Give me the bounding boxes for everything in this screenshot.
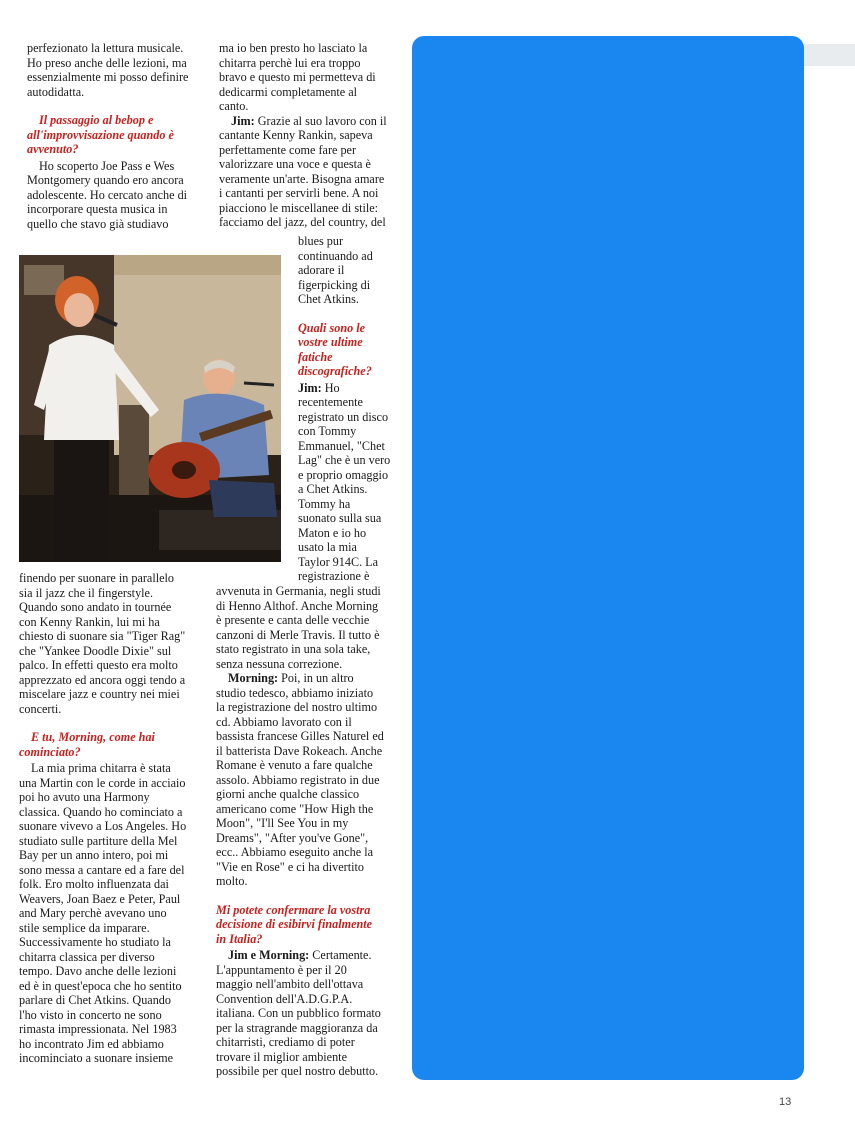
text-line: Mi potete confermare la vostra: [216, 902, 371, 917]
question-heading: [216, 903, 408, 947]
text-line: veramente un'arte. Bisogna amare: [219, 171, 385, 186]
text-line: palco. In effetti questo era molto: [19, 658, 178, 672]
text-line: Poi, in un altro: [278, 671, 354, 685]
text-line: Certamente.: [309, 948, 372, 962]
text-line: bravo e questo mi permetteva di: [219, 70, 376, 84]
column-2-narrow: [298, 234, 408, 584]
text-line: perfezionato la lettura musicale.: [27, 41, 184, 55]
text-line: usato la mia: [298, 540, 357, 554]
text-lines: [216, 963, 408, 1079]
text-lines: [216, 686, 408, 889]
speaker-label: Morning:: [228, 671, 279, 685]
text-line: con Kenny Rankin, lui mi ha: [19, 614, 160, 629]
text-line: rimasta impressionata. Nel 1983: [19, 1022, 177, 1036]
text-line: Tommy ha: [298, 496, 351, 511]
column-2-bottom: [216, 584, 408, 1079]
text-line: Romane è venuto a fare qualche: [216, 758, 373, 772]
text-line: discografiche?: [298, 364, 372, 378]
question-heading: [298, 321, 408, 379]
text-line: giorni anche qualche classico: [216, 787, 360, 801]
text-line: studio tedesco, abbiamo iniziato: [216, 685, 374, 700]
text-line: americano come "How High the: [216, 801, 374, 816]
text-line: Moon", "I'll See You in my: [216, 816, 349, 830]
text-line: Il passaggio al bebop e: [39, 113, 154, 127]
text-line: stile semplice da imparare.: [19, 920, 150, 935]
text-line: Convention dell'A.D.G.P.A.: [216, 991, 353, 1006]
text-line: suonare vivevo a Los Angeles. Ho: [19, 819, 187, 833]
text-line: perfettamente come fare per: [219, 142, 357, 157]
text-line: "Vie en Rose" e ci ha divertito: [216, 859, 364, 874]
text-line: ho incontrato Jim ed abbiamo: [19, 1036, 164, 1051]
text-line: adorare il: [298, 263, 345, 277]
text-line: facciamo del jazz, del country, del: [219, 215, 386, 229]
text-line: di Henno Althof. Anche Morning: [216, 598, 379, 613]
text-line: recentemente: [298, 395, 363, 409]
text-line: tempo. Davo anche delle lezioni: [19, 964, 177, 978]
text-line: La mia prima chitarra è stata: [31, 761, 171, 775]
text-line: Ho preso anche delle lezioni, ma: [27, 55, 187, 70]
text-line: Grazie al suo lavoro con il: [254, 113, 387, 128]
column-1-top: [27, 41, 207, 231]
page-number: 13: [779, 1096, 792, 1108]
text-lines: [298, 395, 408, 584]
text-line: chitarra perchè lui era troppo: [219, 55, 361, 70]
text-line: figerpicking di: [298, 277, 371, 292]
paragraph: [27, 159, 207, 232]
text-line: trovare il miglior ambiente: [216, 1049, 347, 1064]
text-line: Bay per un anno intero, poi mi: [19, 848, 169, 862]
text-line: decisione di esibirvi finalmente: [216, 917, 373, 931]
text-line: ecc.. Abbiamo eseguito anche la: [216, 845, 374, 859]
text-line: sono messa a cantare ed a fare del: [19, 862, 185, 877]
text-line: bassista francese Gilles Naturel ed: [216, 729, 384, 743]
text-line: suonato sulla sua: [298, 511, 382, 525]
text-line: valorizzare una voce e questa è: [219, 157, 371, 171]
text-line: autodidatta.: [27, 84, 85, 99]
text-line: apprezzato ed ancora oggi tendo a: [19, 672, 186, 687]
text-line: essenzialmente mi posso definire: [27, 70, 189, 84]
concert-photo: [19, 255, 281, 562]
text-line: registrato un disco: [298, 409, 389, 424]
text-line: incorporare questa musica in: [27, 202, 168, 216]
text-line: che "Yankee Doodle Dixie" sul: [19, 643, 172, 658]
text-line: studiato sulle partiture della Mel: [19, 833, 178, 848]
text-line: parlare di Chet Atkins. Quando: [19, 993, 171, 1007]
text-line: Successivamente ho studiato la: [19, 935, 171, 949]
text-line: Montgomery quando ero ancora: [27, 173, 184, 187]
text-line: fatiche: [298, 349, 333, 364]
text-line: Quali sono le: [298, 320, 366, 335]
speaker-label: Jim:: [231, 113, 255, 128]
speaker-label: Jim e Morning:: [228, 948, 310, 962]
paragraph: [19, 571, 207, 716]
text-line: possibile per quel nostro debutto.: [216, 1064, 379, 1078]
text-line: Maton e io ho: [298, 525, 367, 540]
paragraph: [216, 948, 408, 1079]
text-line: sia il jazz che il fingerstyle.: [19, 585, 154, 600]
text-line: Dreams", "After you've Gone",: [216, 830, 369, 845]
text-line: con Tommy: [298, 424, 357, 438]
paragraph: [216, 584, 408, 671]
text-line: concerti.: [19, 701, 62, 716]
question-heading: [27, 113, 207, 157]
text-line: quello che stavo già studiavo: [27, 216, 169, 231]
paragraph: [298, 234, 408, 307]
text-line: a Chet Atkins.: [298, 482, 368, 496]
text-line: adolescente. Ho cercato anche di: [27, 187, 188, 202]
text-line: per la stragrande maggioranza da: [216, 1020, 378, 1035]
text-lines: [219, 128, 404, 230]
text-line: Weavers, Joan Baez e Peter, Paul: [19, 891, 181, 906]
text-line: registrazione è: [298, 569, 370, 583]
text-line: la registrazione del nostro ultimo: [216, 700, 378, 714]
text-line: Ho scoperto Joe Pass e Wes: [39, 158, 175, 173]
text-line: L'appuntamento è per il 20: [216, 962, 347, 977]
text-line: Quando sono andato in tournée: [19, 600, 172, 614]
text-line: cantante Kenny Rankin, sapeva: [219, 128, 373, 142]
text-line: E tu, Morning, come hai: [31, 730, 155, 744]
text-line: cominciato?: [19, 744, 81, 759]
question-heading: [19, 730, 207, 759]
text-line: chitarristi, crediamo di poter: [216, 1035, 355, 1049]
paragraph: [298, 381, 408, 584]
text-line: Taylor 914C. La: [298, 554, 379, 569]
blue-panel: [412, 36, 804, 1080]
text-line: poi ho avuto una Harmony: [19, 790, 150, 804]
text-line: senza nessuna correzione.: [216, 656, 343, 671]
text-line: italiana. Con un pubblico formato: [216, 1006, 381, 1020]
text-line: canto.: [219, 99, 249, 113]
text-line: Ho: [321, 380, 340, 395]
text-line: avvenuto?: [27, 142, 79, 156]
paragraph: [219, 114, 404, 230]
text-line: assolo. Abbiamo registrato in due: [216, 772, 380, 787]
concert-photo-image: [19, 255, 281, 562]
text-line: canzoni di Merle Travis. Il tutto è: [216, 627, 380, 642]
text-line: i cantanti per servirli bene. A noi: [219, 186, 379, 200]
text-line: blues pur: [298, 234, 344, 248]
text-line: il batterista Dave Rokeach. Anche: [216, 743, 383, 758]
text-line: continuando ad: [298, 248, 373, 263]
text-line: chiesto di suonare sia "Tiger Rag": [19, 629, 186, 643]
text-line: e proprio omaggio: [298, 467, 389, 482]
text-line: folk. Ero molto influenzata dai: [19, 877, 169, 891]
text-line: in Italia?: [216, 931, 263, 946]
text-line: ed è in quest'epoca che ho sentito: [19, 978, 182, 993]
text-line: dedicarmi completamente al: [219, 84, 358, 99]
text-line: piacciono le miscellanee di stile:: [219, 200, 379, 215]
paragraph: [219, 41, 404, 114]
text-line: vostre ultime: [298, 335, 363, 349]
text-line: all'improvvisazione quando è: [27, 127, 174, 142]
paragraph: [216, 671, 408, 889]
text-line: Lag" che è un vero: [298, 453, 391, 467]
speaker-label: Jim:: [298, 380, 322, 395]
paragraph: [19, 761, 207, 1066]
text-line: incominciato a suonare insieme: [19, 1051, 173, 1065]
page-edge-strip: [801, 44, 855, 66]
text-line: l'ho visto in concerto ne sono: [19, 1007, 162, 1022]
text-line: molto.: [216, 874, 248, 888]
text-line: miscelare jazz e country nei miei: [19, 687, 180, 701]
text-line: Chet Atkins.: [298, 292, 359, 306]
text-line: maggio nell'ambito dell'ottava: [216, 977, 364, 991]
text-line: ma io ben presto ho lasciato la: [219, 41, 368, 55]
column-1-bottom: [19, 571, 207, 1066]
text-line: è presente e canta delle vecchie: [216, 613, 370, 627]
text-line: cd. Abbiamo lavorato con il: [216, 714, 352, 729]
text-line: stato registrato in una sola take,: [216, 642, 371, 656]
text-line: chitarra classica per diverso: [19, 949, 155, 964]
text-line: finendo per suonare in parallelo: [19, 571, 174, 585]
column-2-top: [219, 41, 404, 230]
text-line: una Martin con le corde in acciaio: [19, 775, 186, 790]
text-line: and Mary perchè avevano uno: [19, 906, 167, 920]
text-line: avvenuta in Germania, negli studi: [216, 584, 381, 598]
paragraph: [27, 41, 207, 99]
text-line: Emmanuel, "Chet: [298, 438, 385, 453]
text-line: classica. Quando ho cominciato a: [19, 804, 183, 819]
